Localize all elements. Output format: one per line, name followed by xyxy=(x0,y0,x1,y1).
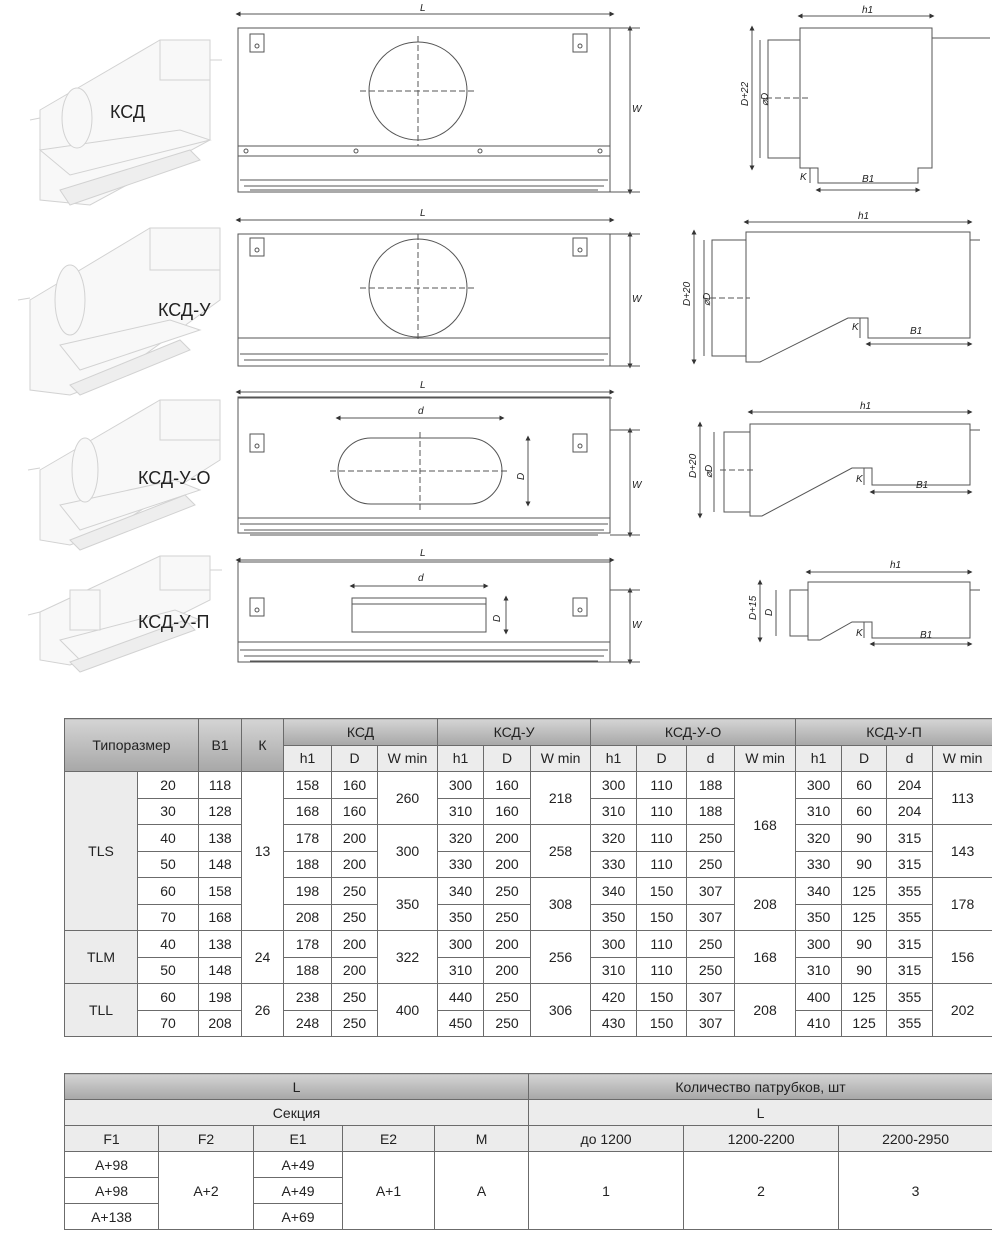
cell-ksdu-h1: 320 xyxy=(438,825,484,852)
ksd-u-p-length-dim: L xyxy=(420,548,426,559)
ksd-u-o-D-dim: D xyxy=(516,472,527,480)
cell-ksdup-D: 125 xyxy=(842,1010,887,1037)
ksd-u-o-b1-dim: B1 xyxy=(916,480,929,491)
cell-ksduo-d: 307 xyxy=(687,904,735,931)
length-table xyxy=(64,1073,992,1230)
cell-ksdu-h1: 300 xyxy=(438,772,484,799)
header-b1: В1 xyxy=(199,719,242,772)
cell-ksd-D: 200 xyxy=(332,851,378,878)
cell-ksduo-D: 110 xyxy=(637,772,687,799)
cell-ksdup-D: 125 xyxy=(842,904,887,931)
cell-ksdup-d: 315 xyxy=(887,825,933,852)
sub-wmin: W min xyxy=(735,745,796,772)
cell-ksdup-D: 60 xyxy=(842,772,887,799)
range-1: до 1200 xyxy=(529,1126,684,1152)
col-f2: F2 xyxy=(159,1126,254,1152)
table-row xyxy=(65,984,992,1011)
ksd-3d-view xyxy=(30,40,222,205)
cell-ksdu-D: 250 xyxy=(484,1010,531,1037)
cell-ksd-wmin: 300 xyxy=(378,825,438,878)
cell-ksdup-h1: 310 xyxy=(796,957,842,984)
sub-h1: h1 xyxy=(591,745,637,772)
cell-ksduo-d: 250 xyxy=(687,825,735,852)
cell-ksdu-h1: 330 xyxy=(438,851,484,878)
ksd-u-o-length-dim: L xyxy=(420,380,426,391)
cell-ksdup-D: 90 xyxy=(842,851,887,878)
ksd-u-p-d-dim: d xyxy=(418,573,424,584)
ksd-u-p-k-dim: K xyxy=(856,628,863,639)
cell-b1: 148 xyxy=(199,957,242,984)
cell-ksdup-h1: 310 xyxy=(796,798,842,825)
cell-size: 40 xyxy=(138,825,199,852)
cell-size: 20 xyxy=(138,772,199,799)
cell-ksdu-D: 250 xyxy=(484,904,531,931)
ksd-side-view xyxy=(752,16,990,190)
ksd-label: КСД xyxy=(110,102,146,122)
cell-ksdup-d: 355 xyxy=(887,904,933,931)
cell-b1: 158 xyxy=(199,878,242,905)
sub-wmin: W min xyxy=(531,745,591,772)
cell-size: 30 xyxy=(138,798,199,825)
cell-ksduo-d: 307 xyxy=(687,878,735,905)
ksd-u-b1-dim: B1 xyxy=(910,326,923,337)
header-ksd-u: КСД-У xyxy=(438,719,591,746)
cell-b1: 118 xyxy=(199,772,242,799)
table-row xyxy=(65,1152,992,1178)
cell-ksdup-d: 204 xyxy=(887,798,933,825)
table-row xyxy=(65,798,992,825)
cell-ksd-h1: 188 xyxy=(284,851,332,878)
cell-ksduo-D: 110 xyxy=(637,957,687,984)
cell-ksduo-d: 307 xyxy=(687,984,735,1011)
cell-b1: 208 xyxy=(199,1010,242,1037)
ksd-u-k-dim: K xyxy=(852,322,859,333)
table-row xyxy=(65,878,992,905)
sub-D: D xyxy=(637,745,687,772)
cell-ksd-D: 160 xyxy=(332,772,378,799)
sub-wmin: W min xyxy=(378,745,438,772)
cell-ksdup-d: 355 xyxy=(887,984,933,1011)
cell-b1: 128 xyxy=(199,798,242,825)
cell-size: 50 xyxy=(138,957,199,984)
cell-ksdu-h1: 340 xyxy=(438,878,484,905)
ksd-tube-dim: D+22 xyxy=(740,81,751,106)
ksd-u-o-side-view xyxy=(700,412,980,516)
cell-e2: A+1 xyxy=(343,1152,435,1230)
cell-ksdu-D: 200 xyxy=(484,931,531,958)
cell-ksdup-h1: 300 xyxy=(796,772,842,799)
cell-b1: 138 xyxy=(199,825,242,852)
cell-ksdup-h1: 350 xyxy=(796,904,842,931)
cell-size: 70 xyxy=(138,1010,199,1037)
cell-ksduo-wmin: 168 xyxy=(735,772,796,878)
ksd-u-o-h1-dim: h1 xyxy=(860,401,872,412)
cell-ksdup-wmin: 113 xyxy=(933,772,992,825)
cell-ksduo-d: 188 xyxy=(687,772,735,799)
cell-ksd-h1: 208 xyxy=(284,904,332,931)
count-2: 2 xyxy=(684,1152,839,1230)
cell-ksdup-wmin: 202 xyxy=(933,984,992,1037)
cell-ksduo-d: 188 xyxy=(687,798,735,825)
range-3: 2200-2950 xyxy=(839,1126,992,1152)
family-tlm: TLM xyxy=(65,931,138,984)
table-row xyxy=(65,957,992,984)
cell-ksdup-D: 90 xyxy=(842,957,887,984)
cell-ksdup-D: 125 xyxy=(842,878,887,905)
cell-ksd-h1: 158 xyxy=(284,772,332,799)
cell-ksduo-d: 250 xyxy=(687,931,735,958)
cell-ksdup-wmin: 143 xyxy=(933,825,992,878)
cell-ksdu-h1: 350 xyxy=(438,904,484,931)
ksd-u-p-h1-dim: h1 xyxy=(890,560,902,571)
sub-h1: h1 xyxy=(796,745,842,772)
cell-f1: A+98 xyxy=(65,1178,159,1204)
cell-ksdu-wmin: 306 xyxy=(531,984,591,1037)
cell-ksdu-wmin: 218 xyxy=(531,772,591,825)
ksd-u-diameter-dim: ⌀D xyxy=(702,292,713,306)
ksd-u-p-side-view xyxy=(760,572,980,644)
family-tll: TLL xyxy=(65,984,138,1037)
cell-ksduo-wmin: 208 xyxy=(735,984,796,1037)
cell-ksd-wmin: 350 xyxy=(378,878,438,931)
count-1: 1 xyxy=(529,1152,684,1230)
count-l: L xyxy=(529,1100,992,1126)
cell-ksdu-wmin: 256 xyxy=(531,931,591,984)
ksd-u-o-diameter-dim: ⌀D xyxy=(704,464,715,478)
ksd-u-p-b1-dim: B1 xyxy=(920,630,933,641)
cell-ksdup-h1: 410 xyxy=(796,1010,842,1037)
cell-ksdu-h1: 300 xyxy=(438,931,484,958)
cell-ksduo-D: 110 xyxy=(637,931,687,958)
cell-size: 50 xyxy=(138,851,199,878)
ksd-u-o-k-dim: K xyxy=(856,474,863,485)
cell-size: 60 xyxy=(138,878,199,905)
cell-e1: A+49 xyxy=(254,1178,343,1204)
cell-ksdup-D: 90 xyxy=(842,931,887,958)
ksd-u-p-width-dim: W xyxy=(632,620,642,631)
cell-ksduo-wmin: 208 xyxy=(735,878,796,931)
cell-e1: A+49 xyxy=(254,1152,343,1178)
cell-ksd-D: 250 xyxy=(332,904,378,931)
cell-ksduo-h1: 420 xyxy=(591,984,637,1011)
cell-k: 13 xyxy=(242,772,284,931)
section-title: Секция xyxy=(65,1100,529,1126)
ksd-u-side-view xyxy=(694,222,980,362)
cell-ksduo-h1: 300 xyxy=(591,772,637,799)
cell-ksdup-h1: 340 xyxy=(796,878,842,905)
ksd-h1-dim: h1 xyxy=(862,5,874,16)
family-tls: TLS xyxy=(65,772,138,931)
table-row xyxy=(65,825,992,852)
cell-ksdup-d: 315 xyxy=(887,851,933,878)
ksd-u-p-tube-dim: D+15 xyxy=(748,595,759,620)
cell-ksdu-D: 200 xyxy=(484,957,531,984)
cell-ksduo-h1: 310 xyxy=(591,798,637,825)
cell-size: 60 xyxy=(138,984,199,1011)
ksd-u-length-dim: L xyxy=(420,208,426,219)
sub-D: D xyxy=(842,745,887,772)
cell-ksduo-h1: 300 xyxy=(591,931,637,958)
cell-ksdup-d: 355 xyxy=(887,1010,933,1037)
cell-ksduo-wmin: 168 xyxy=(735,931,796,984)
ksd-length-dim: L xyxy=(420,3,426,14)
cell-ksd-h1: 168 xyxy=(284,798,332,825)
cell-ksdu-h1: 450 xyxy=(438,1010,484,1037)
sub-h1: h1 xyxy=(438,745,484,772)
cell-ksdu-h1: 310 xyxy=(438,798,484,825)
cell-ksdu-D: 200 xyxy=(484,851,531,878)
sub-D: D xyxy=(332,745,378,772)
ksd-u-p-D-dim: D xyxy=(492,614,503,622)
ksd-u-tube-dim: D+20 xyxy=(682,281,693,306)
cell-ksdup-d: 204 xyxy=(887,772,933,799)
table-row xyxy=(65,851,992,878)
header-ksd-u-o: КСД-У-О xyxy=(591,719,796,746)
ksd-u-front-view xyxy=(238,220,640,366)
cell-ksduo-d: 307 xyxy=(687,1010,735,1037)
ksd-front-view xyxy=(238,14,640,192)
table-row xyxy=(65,772,992,799)
header-ksd: КСД xyxy=(284,719,438,746)
header-size: Типоразмер xyxy=(65,719,199,772)
cell-ksd-D: 250 xyxy=(332,1010,378,1037)
ksd-u-o-label: КСД-У-О xyxy=(138,468,211,488)
table-row xyxy=(65,904,992,931)
cell-b1: 198 xyxy=(199,984,242,1011)
cell-ksduo-D: 110 xyxy=(637,825,687,852)
cell-ksduo-h1: 310 xyxy=(591,957,637,984)
sub-D: D xyxy=(484,745,531,772)
cell-ksd-D: 200 xyxy=(332,957,378,984)
cell-ksdu-h1: 310 xyxy=(438,957,484,984)
header-ksd-u-p: КСД-У-П xyxy=(796,719,992,746)
ksd-width-dim: W xyxy=(632,104,642,115)
cell-ksdup-d: 315 xyxy=(887,931,933,958)
cell-ksd-h1: 188 xyxy=(284,957,332,984)
cell-f1: A+98 xyxy=(65,1152,159,1178)
cell-ksdup-D: 90 xyxy=(842,825,887,852)
sub-h1: h1 xyxy=(284,745,332,772)
count-3: 3 xyxy=(839,1152,992,1230)
cell-ksdup-wmin: 156 xyxy=(933,931,992,984)
sub-d: d xyxy=(687,745,735,772)
cell-ksduo-d: 250 xyxy=(687,957,735,984)
cell-ksdu-D: 160 xyxy=(484,798,531,825)
cell-ksd-h1: 178 xyxy=(284,825,332,852)
ksd-b1-dim: B1 xyxy=(862,174,875,185)
count-title: Количество патрубков, шт xyxy=(529,1074,992,1100)
cell-ksdup-h1: 300 xyxy=(796,931,842,958)
cell-ksdup-h1: 330 xyxy=(796,851,842,878)
sub-wmin: W min xyxy=(933,745,992,772)
cell-ksdup-d: 355 xyxy=(887,878,933,905)
cell-ksd-wmin: 400 xyxy=(378,984,438,1037)
ksd-diameter-dim: ⌀D xyxy=(760,92,771,106)
cell-ksdup-D: 60 xyxy=(842,798,887,825)
cell-ksduo-D: 150 xyxy=(637,984,687,1011)
cell-m: A xyxy=(435,1152,529,1230)
col-e2: E2 xyxy=(343,1126,435,1152)
cell-b1: 138 xyxy=(199,931,242,958)
cell-ksdu-wmin: 258 xyxy=(531,825,591,878)
ksd-u-o-front-view xyxy=(238,392,640,535)
cell-ksduo-h1: 350 xyxy=(591,904,637,931)
cell-ksd-h1: 248 xyxy=(284,1010,332,1037)
cell-ksd-D: 200 xyxy=(332,931,378,958)
header-k: К xyxy=(242,719,284,772)
col-m: M xyxy=(435,1126,529,1152)
ksd-u-width-dim: W xyxy=(632,294,642,305)
cell-ksdu-h1: 440 xyxy=(438,984,484,1011)
cell-ksdu-D: 200 xyxy=(484,825,531,852)
ksd-u-o-tube-dim: D+20 xyxy=(688,453,699,478)
cell-ksd-h1: 178 xyxy=(284,931,332,958)
l-title: L xyxy=(65,1074,529,1100)
cell-ksdu-wmin: 308 xyxy=(531,878,591,931)
cell-k: 26 xyxy=(242,984,284,1037)
cell-ksdup-h1: 320 xyxy=(796,825,842,852)
cell-ksd-h1: 238 xyxy=(284,984,332,1011)
cell-f2: A+2 xyxy=(159,1152,254,1230)
cell-ksd-D: 160 xyxy=(332,798,378,825)
col-e1: E1 xyxy=(254,1126,343,1152)
cell-ksd-h1: 198 xyxy=(284,878,332,905)
cell-ksdu-D: 250 xyxy=(484,984,531,1011)
cell-ksdup-d: 315 xyxy=(887,957,933,984)
table-row xyxy=(65,931,992,958)
sub-d: d xyxy=(887,745,933,772)
cell-size: 70 xyxy=(138,904,199,931)
cell-ksd-D: 250 xyxy=(332,984,378,1011)
ksd-u-label: КСД-У xyxy=(158,300,211,320)
table-row xyxy=(65,1010,992,1037)
cell-b1: 168 xyxy=(199,904,242,931)
cell-ksduo-h1: 340 xyxy=(591,878,637,905)
cell-ksdup-wmin: 178 xyxy=(933,878,992,931)
cell-ksduo-D: 150 xyxy=(637,878,687,905)
cell-ksduo-d: 250 xyxy=(687,851,735,878)
cell-ksd-D: 250 xyxy=(332,878,378,905)
cell-ksduo-h1: 330 xyxy=(591,851,637,878)
cell-ksduo-D: 150 xyxy=(637,904,687,931)
cell-ksd-D: 200 xyxy=(332,825,378,852)
cell-ksdup-h1: 400 xyxy=(796,984,842,1011)
ksd-u-o-width-dim: W xyxy=(632,480,642,491)
cell-ksduo-D: 110 xyxy=(637,798,687,825)
cell-f1: A+138 xyxy=(65,1204,159,1230)
cell-ksduo-D: 110 xyxy=(637,851,687,878)
cell-ksdu-D: 160 xyxy=(484,772,531,799)
cell-ksduo-h1: 320 xyxy=(591,825,637,852)
cell-ksdu-D: 250 xyxy=(484,878,531,905)
cell-ksduo-h1: 430 xyxy=(591,1010,637,1037)
ksd-u-o-d-dim: d xyxy=(418,406,424,417)
cell-b1: 148 xyxy=(199,851,242,878)
cell-ksduo-D: 150 xyxy=(637,1010,687,1037)
ksd-u-p-front-view xyxy=(238,560,640,662)
ksd-u-p-diameter-dim: D xyxy=(764,608,775,616)
col-f1: F1 xyxy=(65,1126,159,1152)
cell-k: 24 xyxy=(242,931,284,984)
cell-size: 40 xyxy=(138,931,199,958)
ksd-u-p-label: КСД-У-П xyxy=(138,612,210,632)
cell-ksd-wmin: 260 xyxy=(378,772,438,825)
cell-ksd-wmin: 322 xyxy=(378,931,438,984)
cell-e1: A+69 xyxy=(254,1204,343,1230)
ksd-u-h1-dim: h1 xyxy=(858,211,870,222)
cell-ksdup-D: 125 xyxy=(842,984,887,1011)
range-2: 1200-2200 xyxy=(684,1126,839,1152)
size-table xyxy=(64,718,992,1037)
ksd-k-dim: K xyxy=(800,172,807,183)
